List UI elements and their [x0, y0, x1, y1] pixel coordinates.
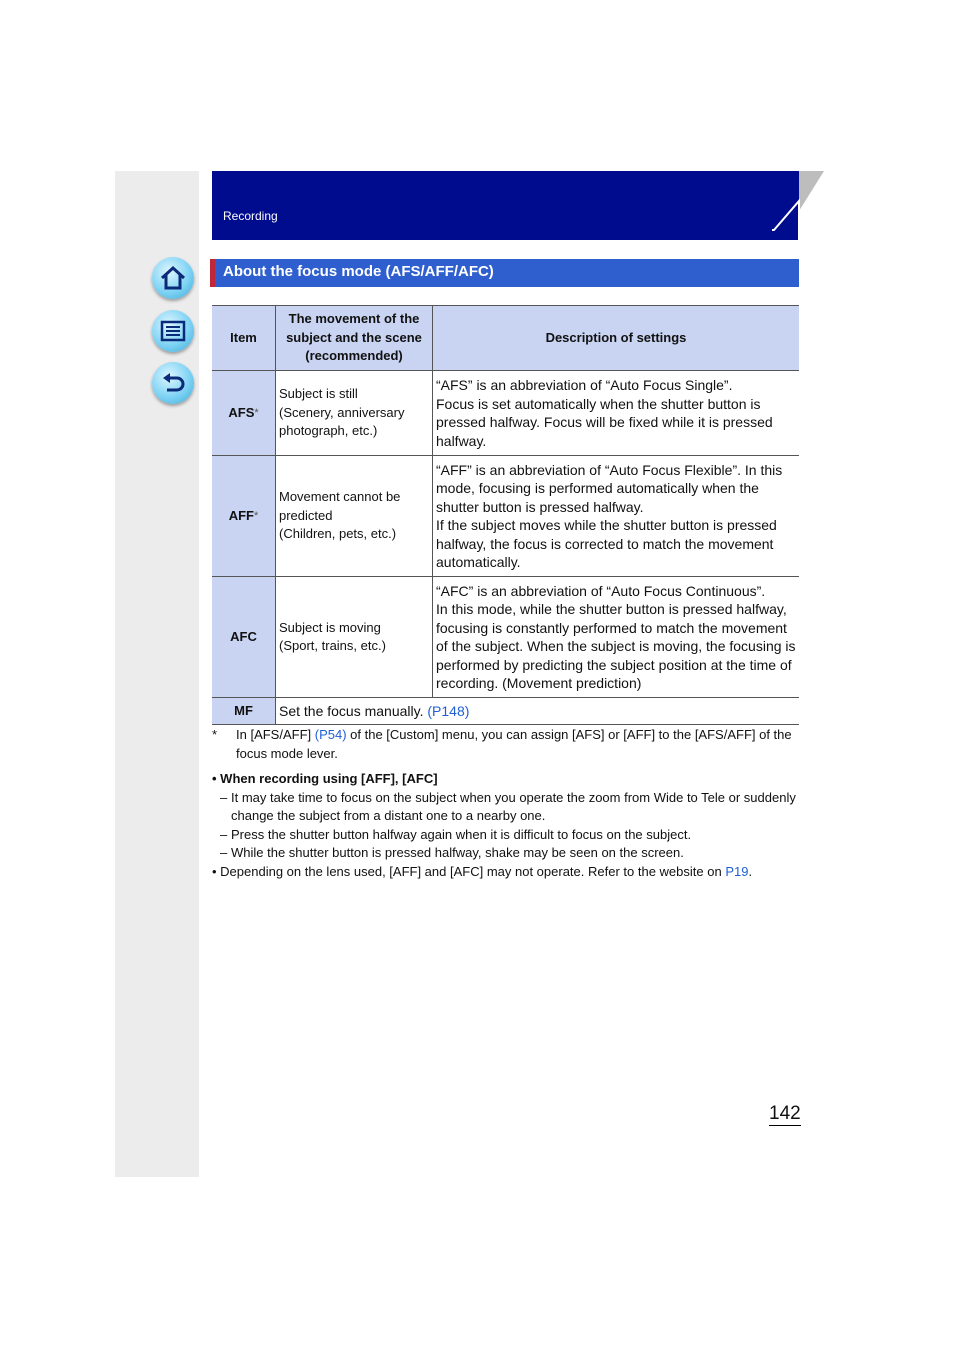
- row-movement: Subject is still (Scenery, anniversary photograph, etc.): [276, 371, 433, 456]
- header-band: [212, 171, 799, 240]
- row-item: MF: [212, 698, 276, 725]
- table-row: [212, 371, 799, 456]
- list-item: – Press the shutter button halfway again when it is difficult to focus on the subject.: [220, 826, 692, 842]
- list-item: – While the shutter button is pressed halfway, shake may be seen on the screen.: [220, 845, 684, 860]
- header-item: Item: [212, 306, 276, 371]
- section-title-bar: [210, 259, 799, 287]
- p54-link[interactable]: (P54): [314, 727, 347, 742]
- list-item: – It may take time to focus on the subject when you operate the zoom from Wide to Tele or suddenly change the subject from a distant one to a nearby one.: [220, 789, 796, 823]
- home-icon: [159, 264, 187, 292]
- table-row: [212, 577, 799, 698]
- header-section-label: Recording: [223, 209, 278, 223]
- row-description: “AFS” is an abbreviation of “Auto Focus Single”. Focus is set automatically when the shutter button is pressed halfway. Focus will be fixed while it is pressed halfway.: [433, 371, 800, 456]
- row-item: AFC: [212, 577, 276, 698]
- section-title: About the focus mode (AFS/AFF/AFC): [223, 263, 494, 280]
- row-description: “AFF” is an abbreviation of “Auto Focus Flexible”. In this mode, focusing is performed automatically when the shutter button is pressed halfway. If the subject moves while the shutter button is pressed halfway, the focus is corrected to match the movement automatically.: [433, 456, 800, 577]
- menu-list-icon: [159, 317, 187, 345]
- row-movement: Subject is moving (Sport, trains, etc.): [276, 577, 433, 698]
- p19-link[interactable]: P19: [725, 863, 749, 879]
- table-row-mf: [212, 698, 799, 725]
- menu-button[interactable]: [152, 310, 194, 352]
- footnote-mark: *: [212, 727, 218, 742]
- page-number: 142: [769, 1103, 801, 1124]
- list-item: • Depending on the lens used, [AFF] and [AFC] may not operate. Refer to the website on P19.: [212, 863, 753, 879]
- row-description: “AFC” is an abbreviation of “Auto Focus Continuous”. In this mode, while the shutter button is pressed halfway, focusing is constantly performed to match the movement of the subject. When the subject is moving, the focusing is performed by predicting the subject position at the time of recording. (Movement prediction): [433, 577, 800, 698]
- back-arrow-icon: [159, 369, 187, 397]
- page-corner-fold: [772, 171, 824, 240]
- row-movement: Movement cannot be predicted (Children, pets, etc.): [276, 456, 433, 577]
- table-header-row: [212, 306, 799, 371]
- footnote: * In [AFS/AFF] (P54) of the [Custom] menu, you can assign [AFS] or [AFF] to the [AFS/AFF] of the focus mode lever.: [212, 727, 792, 761]
- header-movement: The movement of the subject and the scene (recommended): [276, 306, 433, 371]
- row-item: AFS*: [212, 371, 276, 456]
- row-item: AFF*: [212, 456, 276, 577]
- back-button[interactable]: [152, 362, 194, 404]
- table-row: [212, 456, 799, 577]
- home-button[interactable]: [152, 257, 194, 299]
- row-mf-text: Set the focus manually. (P148): [276, 698, 800, 725]
- notes-block: [212, 770, 802, 881]
- notes-heading: • When recording using [AFF], [AFC]: [212, 771, 438, 786]
- header-description: Description of settings: [433, 306, 800, 371]
- focus-mode-table: [212, 305, 799, 725]
- p148-link[interactable]: (P148): [427, 702, 470, 719]
